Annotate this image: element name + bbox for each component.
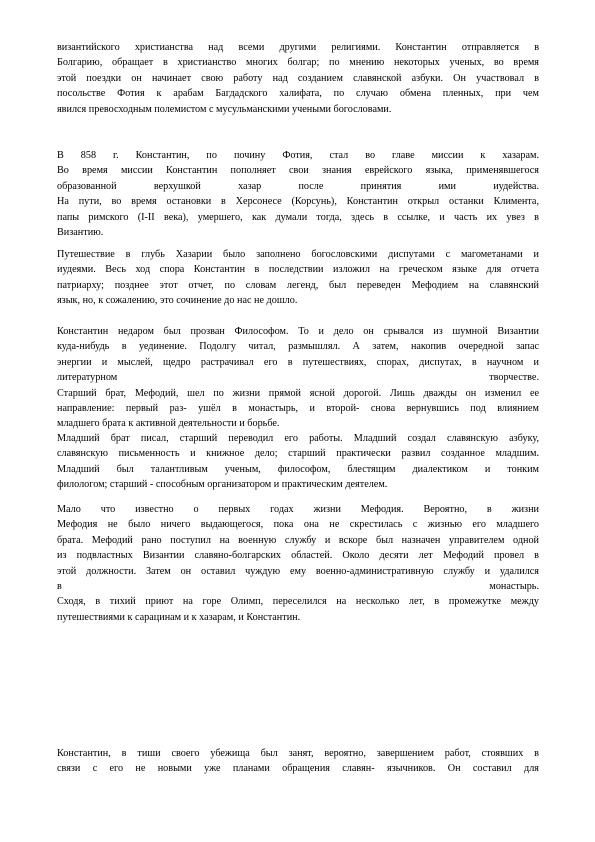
text-line: брата. Мефодий рано поступил на военную службу и вскоре был назначен управителем одной	[57, 534, 539, 546]
text-line: На пути, во время остановки в Херсонесе (Корсунь), Константин открыл останки Климента,	[57, 196, 539, 208]
text-line: византийского христианства над всеми другими религиями. Константин отправляется в	[57, 42, 539, 53]
text-line: направление: первый раз- ушёл в монастырь, и второй- снова вернувшись под влиянием	[57, 402, 539, 414]
text-line: связи с его не новыми уже планами обращения славян- язычников. Он составил для	[57, 763, 539, 775]
text-line: Во время миссии Константин пополняет свои знания еврейского языка, применявшегося	[57, 165, 539, 177]
text-line: папы римского (I-II века), умершего, как думали тогда, здесь в ссылке, и часть их увез в	[57, 211, 539, 223]
text-line: Младший был талантливым ученым, философом, блестящим диалектиком и тонким	[57, 463, 539, 475]
text-line: в монастырь.	[57, 580, 539, 592]
text-line: Старший брат, Мефодий, шел по жизни прямой ясной дорогой. Лишь дважды он изменил ее	[57, 387, 539, 399]
text-line: Мало что известно о первых годах жизни Мефодия. Вероятно, в жизни	[57, 504, 539, 515]
text-line: Мефодия не было ничего выдающегося, пока она не скрестилась с жизнью его младшего	[57, 519, 539, 531]
text-line: иудеями. Весь ход спора Константин в последствии изложил на греческом языке для отчета	[57, 264, 539, 276]
text-line: из подвластных Византии славяно-болгарских областей. Около десяти лет Мефодий провел в	[57, 550, 539, 562]
text-line: путешествиями к сарацинам и к хазарам, и Константин.	[57, 611, 301, 623]
text-line: куда-нибудь в уединение. Подолгу читал, размышлял. А затем, накопив очередной запас	[57, 341, 539, 353]
paragraph-4	[57, 324, 539, 432]
text-line: филологом; старший - способным организатором и практическим деятелем.	[57, 479, 388, 491]
text-line: Младший брат писал, старший переводил его работы. Младший создал славянскую азбуку,	[57, 433, 539, 444]
text-line: явился превосходным полемистом с мусульманскими учеными богословами.	[57, 103, 392, 115]
text-line: В 858 г. Константин, по почину Фотия, стал во главе миссии к хазарам.	[57, 150, 539, 161]
paragraph-1	[57, 40, 539, 117]
text-line: младшего брата к активной деятельности и борьбе.	[57, 418, 280, 430]
text-line: литературном творчестве.	[57, 372, 539, 384]
text-line: этой поездки он начинает свою работу над созданием славянской азбуки. Он участвовал в	[57, 72, 539, 84]
paragraph-7	[57, 746, 539, 777]
text-line: Византию.	[57, 226, 104, 238]
paragraph-3	[57, 247, 539, 309]
text-line: энергии и мыслей, щедро растрачивал его в путешествиях, спорах, диспутах, в научном и	[57, 356, 539, 368]
paragraph-6	[57, 502, 539, 625]
text-line: образованной верхушкой хазар после принятия ими иудейства.	[57, 180, 539, 192]
text-line: Сходя, в тихий приют на горе Олимп, переселился на несколько лет, в промежутке между	[57, 596, 539, 608]
text-line: Константин, в тиши своего убежища был занят, вероятно, завершением работ, стоявших в	[57, 748, 539, 759]
paragraph-5	[57, 431, 539, 493]
text-line: этой должности. Затем он оставил чуждую ему военно-административную службу и удалился	[57, 565, 539, 577]
text-line: Константин недаром был прозван Философом. То и дело он срывался из шумной Византии	[57, 326, 539, 337]
text-line: посольстве Фотия к арабам Багдадского халифата, по случаю обмена пленных, при чем	[57, 88, 539, 100]
text-line: язык, но, к сожалению, это сочинение до нас не дошло.	[57, 295, 298, 307]
paragraph-2	[57, 148, 539, 240]
text-line: патриарху; позднее этот отчет, по словам легенд, был переведен Мефодием на славянский	[57, 279, 539, 291]
text-line: славянскую письменность и книжное дело; старший практически развил созданное младшим.	[57, 448, 539, 460]
text-line: Болгарию, обращает в христианство многих болгар; по мнению некоторых ученых, во время	[57, 57, 539, 69]
text-line: Путешествие в глубь Хазарии было заполнено богословскими диспутами с магометанами и	[57, 249, 539, 260]
